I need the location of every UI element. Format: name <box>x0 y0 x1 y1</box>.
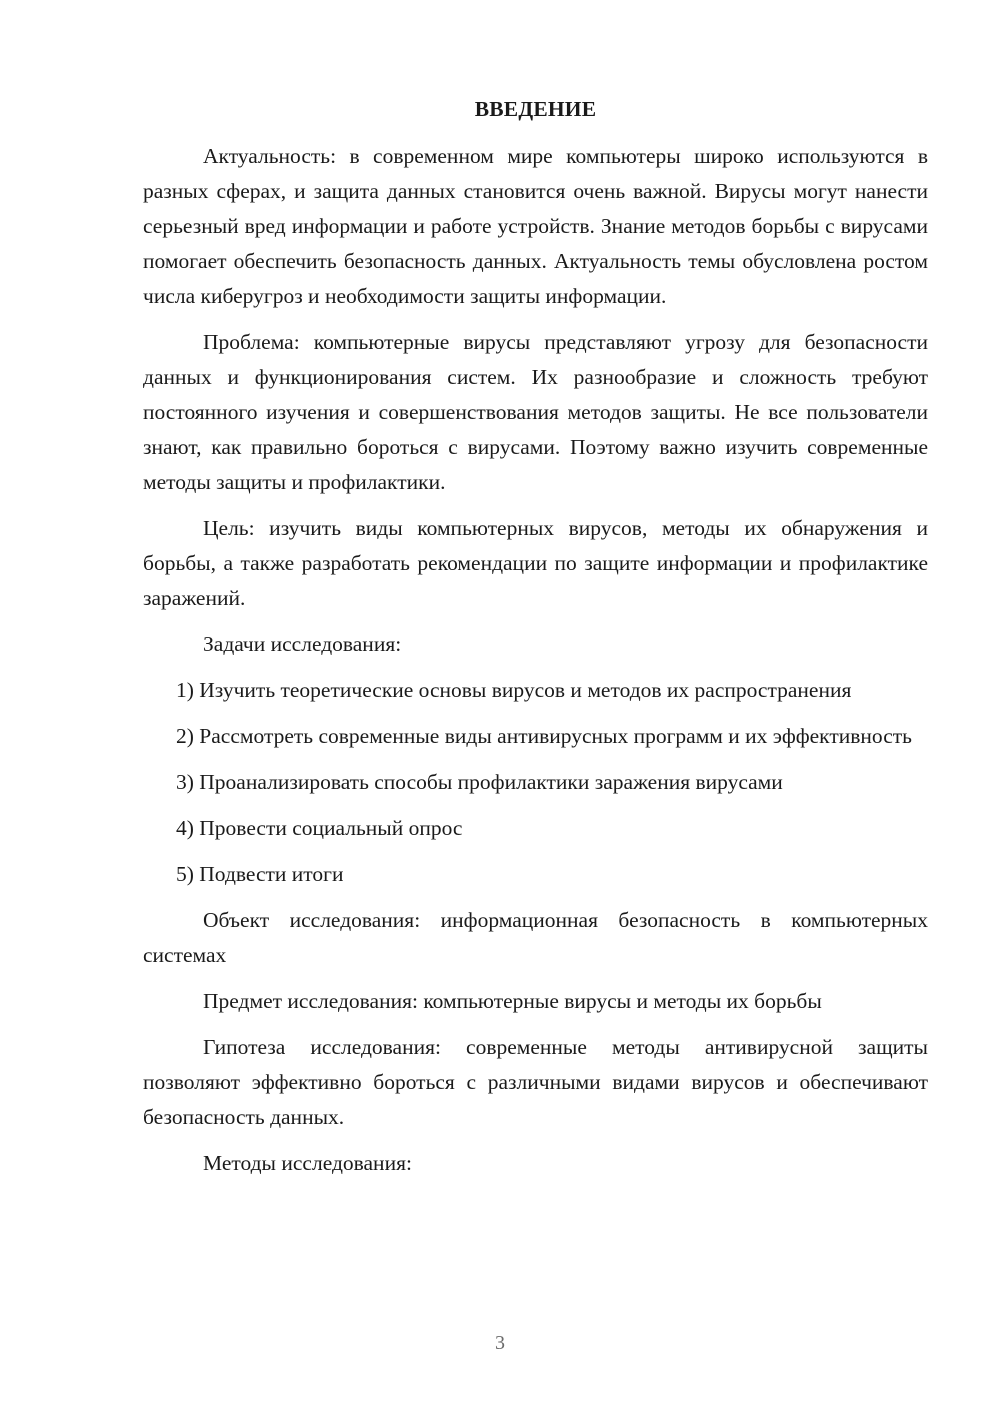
relevance-paragraph: Актуальность: в современном мире компьютеры широко используются в разных сферах, и защита данных становится очень важной. Вирусы могут нанести серьезный вред информации и работе устройств. Знание методов борьбы с вирусами помогает обеспечить безопасность данных. Актуальность темы обусловлена ростом числа киберугроз и необходимости защиты информации. <box>143 144 928 308</box>
list-item: 4) Провести социальный опрос <box>176 816 463 840</box>
document-page <box>143 92 928 1192</box>
tasks-title: Задачи исследования: <box>203 632 402 656</box>
goal-paragraph: Цель: изучить виды компьютерных вирусов, методы их обнаружения и борьбы, а также разработать рекомендации по защите информации и профилактике заражений. <box>143 516 928 610</box>
page-number: 3 <box>495 1332 505 1354</box>
methods-title: Методы исследования: <box>203 1151 412 1175</box>
subject-paragraph: Предмет исследования: компьютерные вирусы и методы их борьбы <box>203 989 822 1013</box>
list-item: 3) Проанализировать способы профилактики заражения вирусами <box>176 770 783 794</box>
list-item: 1) Изучить теоретические основы вирусов и методов их распространения <box>176 678 852 702</box>
page-title: ВВЕДЕНИЕ <box>474 97 597 121</box>
list-item: 5) Подвести итоги <box>176 862 344 886</box>
tasks-list <box>143 673 928 892</box>
problem-paragraph: Проблема: компьютерные вирусы представляют угрозу для безопасности данных и функционирования систем. Их разнообразие и сложность требуют постоянного изучения и совершенствования методов защиты. Не все пользователи знают, как правильно бороться с вирусами. Поэтому важно изучить современные методы защиты и профилактики. <box>143 330 928 494</box>
list-item: 2) Рассмотреть современные виды антивирусных программ и их эффективность <box>176 724 912 748</box>
object-paragraph: Объект исследования: информационная безопасность в компьютерных системах <box>143 908 928 967</box>
hypothesis-paragraph: Гипотеза исследования: современные методы антивирусной защиты позволяют эффективно бороться с различными видами вирусов и обеспечивают безопасность данных. <box>143 1035 928 1129</box>
